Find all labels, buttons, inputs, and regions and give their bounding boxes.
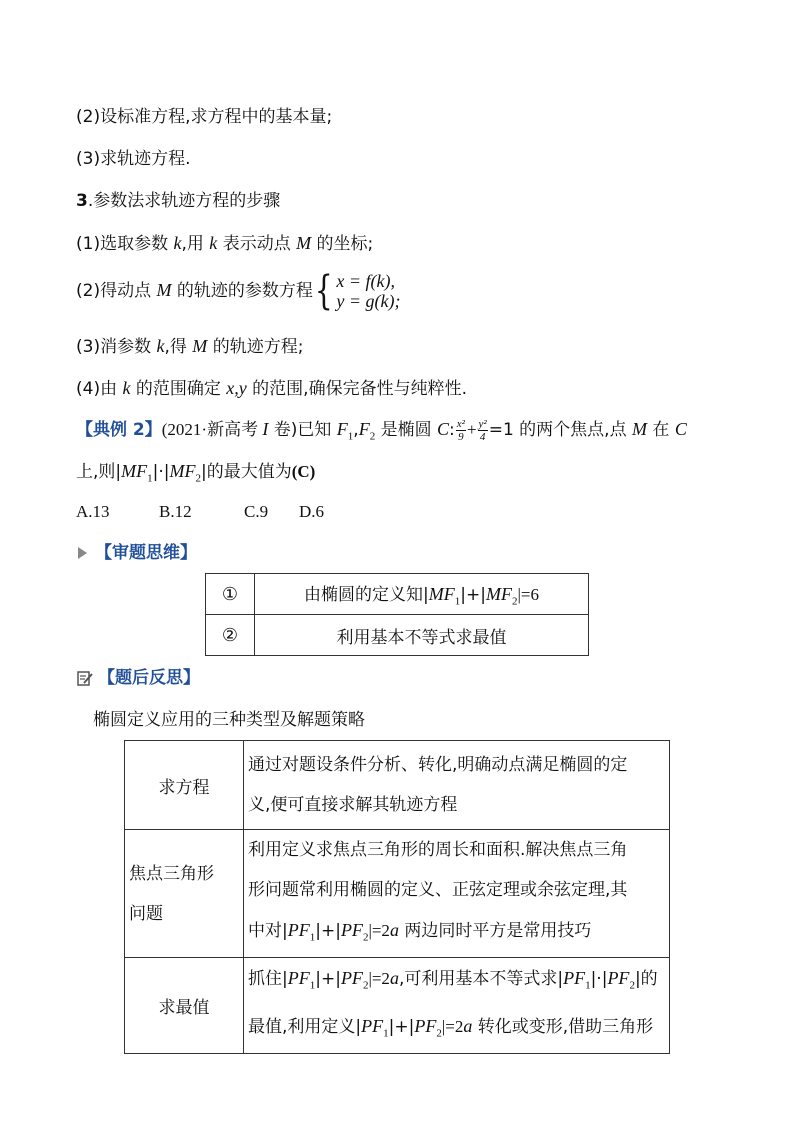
strategy-cell — [244, 741, 670, 830]
text: 焦点三角形 — [129, 863, 214, 884]
param-step-4 — [76, 376, 467, 401]
type-cell: 求最值 — [125, 958, 244, 1054]
var-MF: MF — [428, 584, 455, 605]
reflect-title: 【题后反思】 — [98, 668, 200, 688]
section-number: 3 — [76, 191, 88, 211]
var-PF: PF — [607, 968, 630, 989]
roman-I: I — [262, 419, 269, 439]
denominator: 4 — [479, 430, 486, 443]
var-PF: PF — [340, 968, 363, 989]
option-d: D.6 — [299, 502, 325, 521]
text: ,得 — [164, 337, 193, 357]
text: 形问题常利用椭圆的定义、正弦定理或余弦定理,其 — [248, 880, 628, 900]
subscript: 2 — [369, 430, 376, 443]
text: |+| — [388, 1016, 415, 1037]
example-line-2 — [76, 459, 315, 490]
param-step-2 — [76, 268, 400, 313]
var-PF: PF — [287, 920, 310, 940]
type-cell — [125, 830, 244, 958]
param-step-3 — [76, 334, 303, 359]
text — [248, 958, 665, 1005]
var-a: a — [389, 920, 399, 940]
text: (1)选取参数 — [76, 234, 174, 254]
example-line-1 — [76, 412, 687, 453]
subscript: 1 — [309, 931, 316, 944]
text: |=2 — [441, 1016, 464, 1036]
text: =1 的两个焦点,点 — [488, 420, 632, 440]
table-row — [125, 958, 670, 1054]
var-k: k — [173, 233, 182, 253]
text: 卷)已知 — [268, 420, 337, 440]
text: (2)得动点 — [76, 281, 157, 301]
var-C: C — [437, 419, 450, 439]
var-a: a — [389, 968, 399, 989]
review-table — [205, 573, 589, 656]
text: 是椭圆 — [375, 420, 437, 440]
subscript: 2 — [629, 979, 635, 992]
subscript: 1 — [454, 595, 461, 608]
review-heading — [78, 541, 197, 565]
var-M: M — [192, 336, 208, 356]
var-M: M — [632, 419, 647, 439]
text: 通过对题设条件分析、转化,明确动点满足椭圆的定 — [248, 755, 628, 775]
var-MF: MF — [485, 584, 512, 605]
step-2-text: (2)设标准方程,求方程中的基本量; — [76, 107, 333, 127]
text — [248, 1006, 665, 1053]
text — [248, 910, 665, 957]
edit-note-icon — [76, 669, 94, 687]
text: |·| — [152, 462, 170, 482]
text: : — [449, 420, 455, 440]
var-M: M — [296, 233, 312, 253]
text: 的轨迹的参数方程 — [171, 281, 313, 301]
text: 上,则| — [76, 462, 122, 482]
subscript: 1 — [309, 979, 316, 992]
text: 的轨迹方程; — [207, 337, 304, 357]
var-M: M — [156, 280, 172, 300]
subscript: 1 — [383, 1027, 389, 1040]
text: 问题 — [129, 903, 163, 924]
text: |=2 — [368, 969, 390, 989]
strategy-cell — [244, 958, 670, 1054]
text: 最值,利用定义| — [248, 1016, 362, 1037]
text: 两边同时平方是常用技巧 — [398, 921, 592, 941]
option-a: A.13 — [76, 502, 110, 521]
var-C: C — [674, 419, 687, 439]
text: |+| — [315, 969, 341, 990]
var-PF: PF — [563, 968, 586, 989]
strategy-cell — [244, 830, 670, 958]
text: 的范围,确保完备性与纯粹性. — [246, 379, 467, 399]
text: |=6 — [517, 585, 539, 605]
table-row — [125, 741, 670, 830]
table-row — [206, 574, 589, 615]
var-k: k — [122, 378, 131, 398]
step-3-text: (3)求轨迹方程. — [76, 149, 191, 169]
var-a: a — [463, 1015, 473, 1036]
subscript: 1 — [585, 979, 591, 992]
subscript: 2 — [511, 595, 518, 608]
var-xy: x,y — [226, 378, 247, 398]
var-F: F — [358, 419, 370, 439]
section-title: .参数法求轨迹方程的步骤 — [87, 191, 281, 211]
subscript: 2 — [362, 979, 369, 992]
text: |+| — [315, 921, 341, 941]
row-marker: ② — [206, 615, 255, 656]
left-brace: { — [314, 268, 333, 314]
text: 转化或变形,借助三角形 — [472, 1016, 654, 1037]
var-PF: PF — [414, 1015, 437, 1036]
text: 抓住| — [248, 969, 288, 990]
text: |·| — [590, 969, 608, 990]
table-row — [206, 615, 589, 656]
subscript: 2 — [436, 1027, 442, 1040]
text: (3)消参数 — [76, 337, 157, 357]
text: 由椭圆的定义知| — [304, 585, 429, 606]
answer: (C) — [291, 462, 316, 481]
review-title: 【审题思维】 — [95, 543, 197, 563]
parametric-system — [336, 271, 400, 311]
table-row — [125, 830, 670, 958]
subscript: 1 — [147, 472, 153, 485]
text: ,可利用基本不等式求| — [398, 969, 564, 990]
var-PF: PF — [287, 968, 310, 989]
text: 的范围确定 — [130, 379, 227, 399]
equation-y: y = g(k); — [336, 291, 401, 311]
var-MF: MF — [121, 461, 148, 481]
numerator: x² — [456, 417, 465, 430]
var-MF: MF — [169, 461, 196, 481]
text: |的最大值为 — [201, 462, 292, 482]
subscript: 2 — [195, 472, 201, 485]
reflect-subtitle: 椭圆定义应用的三种类型及解题策略 — [93, 710, 365, 730]
triangle-icon — [78, 547, 87, 559]
numerator: y² — [478, 417, 487, 430]
var-PF: PF — [361, 1015, 384, 1036]
option-c: C.9 — [244, 502, 269, 521]
var-k: k — [209, 233, 218, 253]
text: |+| — [460, 585, 486, 606]
var-PF: PF — [340, 920, 363, 940]
section-3-heading — [76, 189, 280, 213]
row-marker: ① — [206, 574, 255, 615]
text: 利用定义求焦点三角形的周长和面积.解决焦点三角 — [248, 840, 628, 860]
fraction-y — [478, 418, 488, 443]
denominator: 9 — [458, 430, 464, 443]
text: 在 — [647, 420, 675, 440]
var-k: k — [156, 336, 165, 356]
example-tag: 【典例 2】 — [76, 420, 162, 440]
type-cell: 求方程 — [125, 741, 244, 830]
text: 义,便可直接求解其轨迹方程 — [248, 795, 458, 815]
table-cell — [255, 574, 589, 615]
text: + — [466, 420, 477, 439]
strategy-table — [124, 740, 670, 1054]
text: 的坐标; — [311, 234, 374, 254]
option-b: B.12 — [159, 502, 192, 521]
subscript: 1 — [347, 430, 354, 443]
equation-x: x = f(k), — [336, 271, 395, 291]
text: |的 — [634, 969, 658, 990]
text: , — [353, 420, 359, 440]
text: ,用 — [181, 234, 210, 254]
text: 中对| — [248, 921, 288, 941]
param-step-1 — [76, 231, 373, 256]
text: (2021·新高考 — [161, 420, 263, 439]
text: (4)由 — [76, 379, 123, 399]
var-F: F — [336, 419, 348, 439]
text: |=2 — [368, 921, 390, 940]
fraction-x — [456, 418, 466, 443]
reflect-heading — [76, 666, 200, 690]
subscript: 2 — [362, 931, 369, 944]
text: 表示动点 — [217, 234, 297, 254]
table-cell: 利用基本不等式求最值 — [255, 615, 589, 656]
options — [76, 500, 324, 524]
